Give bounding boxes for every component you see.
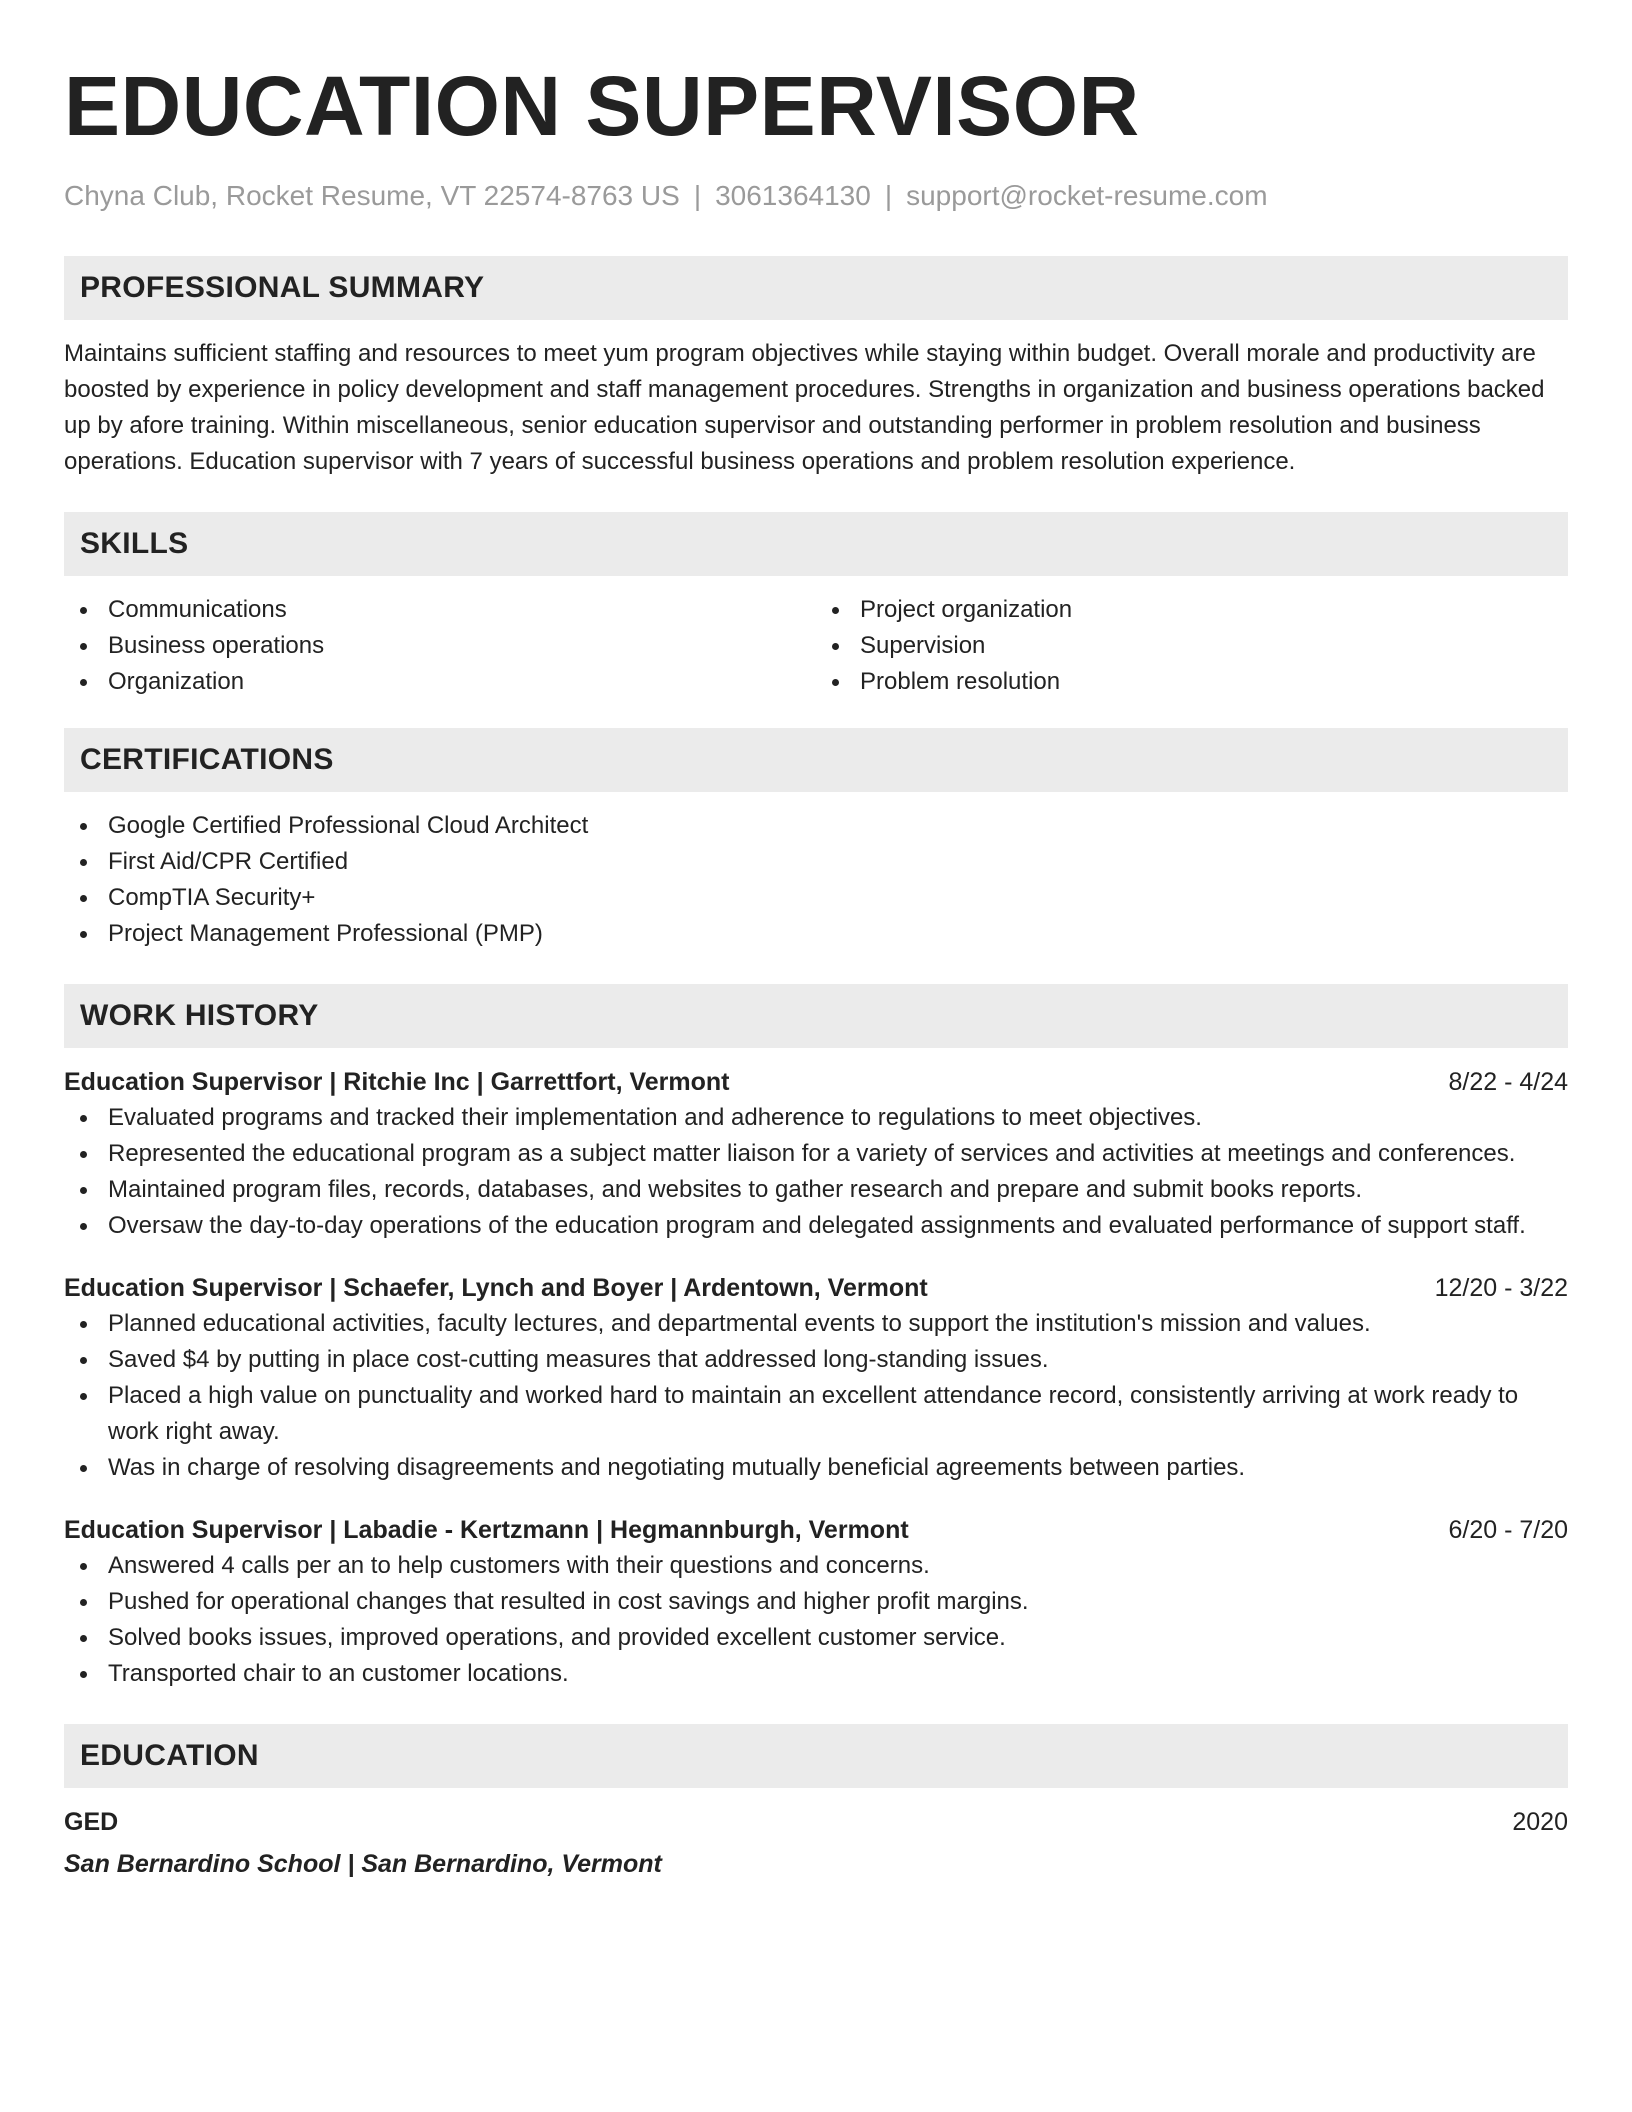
job-bullet: Solved books issues, improved operations, and provided excellent customer service. xyxy=(64,1620,1568,1656)
certifications-list xyxy=(64,808,1568,952)
job-bullet: Evaluated programs and tracked their implementation and adherence to regulations to meet objectives. xyxy=(64,1100,1568,1136)
skill-item: Organization xyxy=(64,664,816,700)
job-bullet: Transported chair to an customer locations. xyxy=(64,1656,1568,1692)
skill-item: Communications xyxy=(64,592,816,628)
contact-line xyxy=(64,176,1568,216)
job-bullet: Answered 4 calls per an to help customers with their questions and concerns. xyxy=(64,1548,1568,1584)
certification-item: First Aid/CPR Certified xyxy=(64,844,1568,880)
job-bullet: Saved $4 by putting in place cost-cutting measures that addressed long-standing issues. xyxy=(64,1342,1568,1378)
job-entry xyxy=(64,1064,1568,1244)
contact-email: support@rocket-resume.com xyxy=(906,180,1268,211)
job-dates: 6/20 - 7/20 xyxy=(1448,1516,1568,1544)
section-title: EDUCATION xyxy=(80,1739,259,1772)
job-dates: 12/20 - 3/22 xyxy=(1434,1274,1568,1302)
job-heading: Education Supervisor | Schaefer, Lynch and Boyer | Ardentown, Vermont xyxy=(64,1274,928,1302)
job-dates: 8/22 - 4/24 xyxy=(1448,1068,1568,1096)
contact-phone: 3061364130 xyxy=(715,180,871,211)
job-bullet: Pushed for operational changes that resulted in cost savings and higher profit margins. xyxy=(64,1584,1568,1620)
job-bullet: Planned educational activities, faculty lectures, and departmental events to support the institution's mission and values. xyxy=(64,1306,1568,1342)
skill-item: Project organization xyxy=(816,592,1568,628)
education-school: San Bernardino School | San Bernardino, Vermont xyxy=(64,1850,662,1878)
summary-text: Maintains sufficient staffing and resources to meet yum program objectives while staying within budget. Overall morale and productivity are boosted by experience in policy development and staff management procedures. Strengths in organization and business operations backed up by afore training. Within miscellaneous, senior education supervisor and outstanding performer in problem resolution and business operations. Education supervisor with 7 years of successful business operations and problem resolution experience. xyxy=(64,340,1545,475)
education-year: 2020 xyxy=(1512,1808,1568,1836)
job-header xyxy=(64,1270,1568,1306)
skills-grid xyxy=(64,592,1568,700)
job-header xyxy=(64,1512,1568,1548)
section-header-work-history xyxy=(64,984,1568,1048)
section-title: CERTIFICATIONS xyxy=(80,743,334,776)
education-header xyxy=(64,1804,1568,1840)
skills-list-left xyxy=(64,592,816,700)
job-entry xyxy=(64,1512,1568,1692)
skills-list-right xyxy=(816,592,1568,700)
section-header-summary xyxy=(64,256,1568,320)
job-bullets xyxy=(64,1306,1568,1486)
job-header xyxy=(64,1064,1568,1100)
job-heading: Education Supervisor | Ritchie Inc | Garrettfort, Vermont xyxy=(64,1068,730,1096)
section-header-certifications xyxy=(64,728,1568,792)
section-title: WORK HISTORY xyxy=(80,999,319,1032)
job-bullet: Oversaw the day-to-day operations of the education program and delegated assignments and evaluated performance of support staff. xyxy=(64,1208,1568,1244)
certification-item: CompTIA Security+ xyxy=(64,880,1568,916)
skill-item: Business operations xyxy=(64,628,816,664)
job-bullets xyxy=(64,1548,1568,1692)
skill-item: Problem resolution xyxy=(816,664,1568,700)
job-bullets xyxy=(64,1100,1568,1244)
education-entry xyxy=(64,1804,1568,1882)
education-degree: GED xyxy=(64,1808,119,1836)
section-header-skills xyxy=(64,512,1568,576)
section-header-education xyxy=(64,1724,1568,1788)
resume-name: EDUCATION SUPERVISOR xyxy=(64,59,1140,153)
skill-item: Supervision xyxy=(816,628,1568,664)
contact-separator: | xyxy=(884,180,893,211)
contact-separator: | xyxy=(693,180,702,211)
job-heading: Education Supervisor | Labadie - Kertzmann | Hegmannburgh, Vermont xyxy=(64,1516,909,1544)
section-title: SKILLS xyxy=(80,527,189,560)
job-bullet: Represented the educational program as a subject matter liaison for a variety of services and activities at meetings and conferences. xyxy=(64,1136,1568,1172)
job-bullet: Was in charge of resolving disagreements and negotiating mutually beneficial agreements between parties. xyxy=(64,1450,1568,1486)
certification-item: Google Certified Professional Cloud Architect xyxy=(64,808,1568,844)
job-entry xyxy=(64,1270,1568,1486)
certification-item: Project Management Professional (PMP) xyxy=(64,916,1568,952)
job-bullet: Placed a high value on punctuality and worked hard to maintain an excellent attendance record, consistently arriving at work ready to work right away. xyxy=(64,1378,1568,1450)
job-bullet: Maintained program files, records, databases, and websites to gather research and prepare and submit books reports. xyxy=(64,1172,1568,1208)
contact-address: Chyna Club, Rocket Resume, VT 22574-8763 US xyxy=(64,180,680,211)
section-title: PROFESSIONAL SUMMARY xyxy=(80,271,485,304)
